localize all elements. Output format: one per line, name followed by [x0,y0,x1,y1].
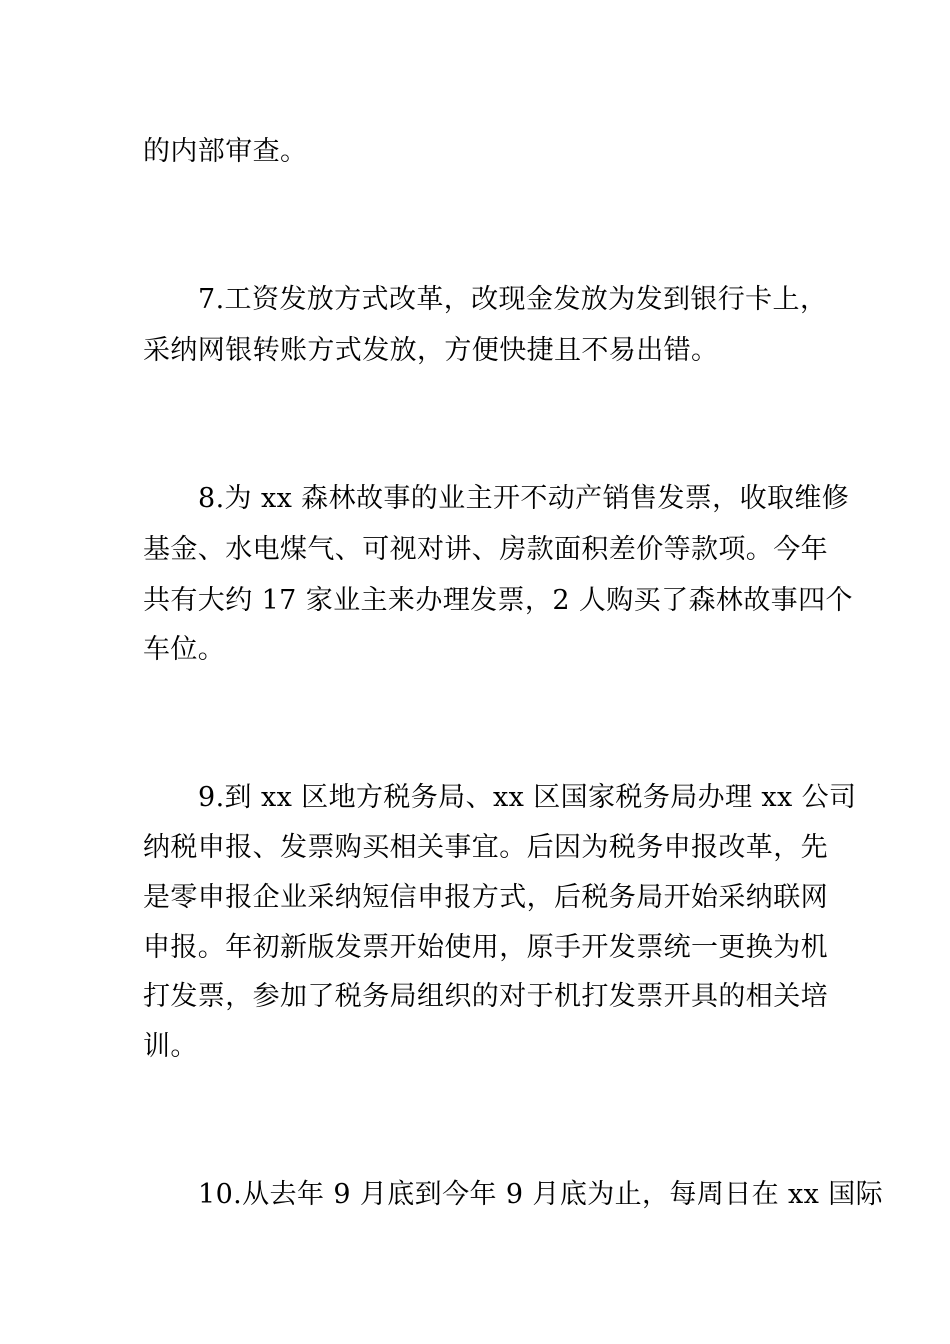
text-line: 的内部审查。 [143,136,308,167]
text-line: 是零申报企业采纳短信申报方式，后税务局开始采纳联网 [143,882,828,913]
text-line: 共有大约 17 家业主来办理发票，2 人购买了森林故事四个 [143,585,853,616]
text-line: 7.工资发放方式改革，改现金发放为发到银行卡上， [198,284,828,315]
text-line: 8.为 xx 森林故事的业主开不动产销售发票，收取维修 [198,483,850,514]
text-line: 训。 [143,1031,198,1062]
text-line: 10.从去年 9 月底到今年 9 月底为止，每周日在 xx 国际 [198,1179,884,1210]
text-line: 纳税申报、发票购买相关事宜。后因为税务申报改革，先 [143,832,828,863]
text-line: 采纳网银转账方式发放，方便快捷且不易出错。 [143,335,719,366]
text-line: 打发票，参加了税务局组织的对于机打发票开具的相关培 [143,981,828,1012]
text-line: 申报。年初新版发票开始使用，原手开发票统一更换为机 [143,932,828,963]
text-line: 基金、水电煤气、可视对讲、房款面积差价等款项。今年 [143,534,828,565]
text-line: 车位。 [143,634,226,665]
text-line: 9.到 xx 区地方税务局、xx 区国家税务局办理 xx 公司 [198,782,857,813]
